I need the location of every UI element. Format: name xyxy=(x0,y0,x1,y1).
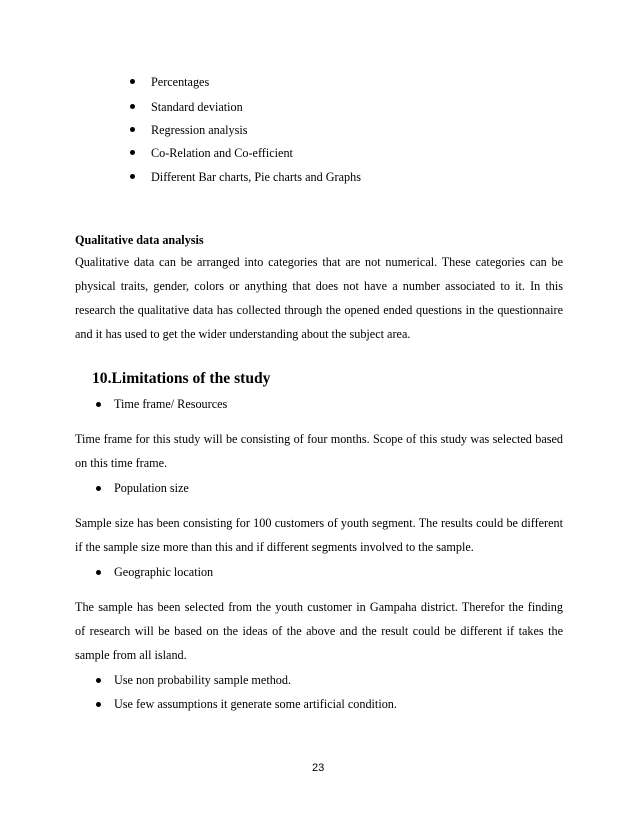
paragraph-line: on this time frame. xyxy=(75,456,168,470)
bullet-icon xyxy=(130,79,135,84)
paragraph xyxy=(75,427,563,475)
paragraph xyxy=(75,250,563,346)
bullet-icon xyxy=(96,402,101,407)
list-item-text: Different Bar charts, Pie charts and Graphs xyxy=(151,170,361,184)
list-item-text: Use non probability sample method. xyxy=(114,673,292,687)
paragraph-line: of research will be based on the ideas of the above and the result could be different if takes the xyxy=(75,624,563,638)
paragraph-line: if the sample size more than this and if different segments involved to the sample. xyxy=(75,540,474,554)
bullet-icon xyxy=(130,104,135,109)
paragraph xyxy=(75,511,563,559)
paragraph-line: sample from all island. xyxy=(75,648,187,662)
paragraph-line: Qualitative data can be arranged into categories that are not numerical. These categories can be xyxy=(75,255,563,269)
paragraph-line: research the qualitative data has collected through the opened ended questions in the questionnaire xyxy=(75,303,563,317)
bullet-icon xyxy=(96,570,101,575)
page-number: 23 xyxy=(312,762,325,774)
list-item-text: Population size xyxy=(114,481,189,495)
paragraph-line: physical traits, gender, colors or anything that does not have a number associated to it. In this xyxy=(75,279,563,293)
list-item-text: Standard deviation xyxy=(151,100,243,114)
section-heading: Qualitative data analysis xyxy=(75,233,204,247)
bullet-icon xyxy=(96,702,101,707)
section-heading: 10.Limitations of the study xyxy=(92,370,271,387)
list-item-text: Percentages xyxy=(151,75,210,89)
list-item-text: Regression analysis xyxy=(151,123,248,137)
list-item-text: Geographic location xyxy=(114,565,214,579)
bullet-icon xyxy=(130,174,135,179)
bullet-icon xyxy=(130,127,135,132)
paragraph xyxy=(75,595,563,667)
paragraph-line: The sample has been selected from the youth customer in Gampaha district. Therefor the finding xyxy=(75,600,563,614)
list-item-text: Use few assumptions it generate some artificial condition. xyxy=(114,697,397,711)
list-item-text: Time frame/ Resources xyxy=(114,397,228,411)
paragraph-line: Sample size has been consisting for 100 customers of youth segment. The results could be different xyxy=(75,516,563,530)
list-item-text: Co-Relation and Co-efficient xyxy=(151,146,293,160)
bullet-icon xyxy=(130,150,135,155)
paragraph-line: Time frame for this study will be consisting of four months. Scope of this study was selected based xyxy=(75,432,563,446)
paragraph-line: and it has used to get the wider understanding about the subject area. xyxy=(75,327,411,341)
bullet-icon xyxy=(96,486,101,491)
bullet-icon xyxy=(96,678,101,683)
